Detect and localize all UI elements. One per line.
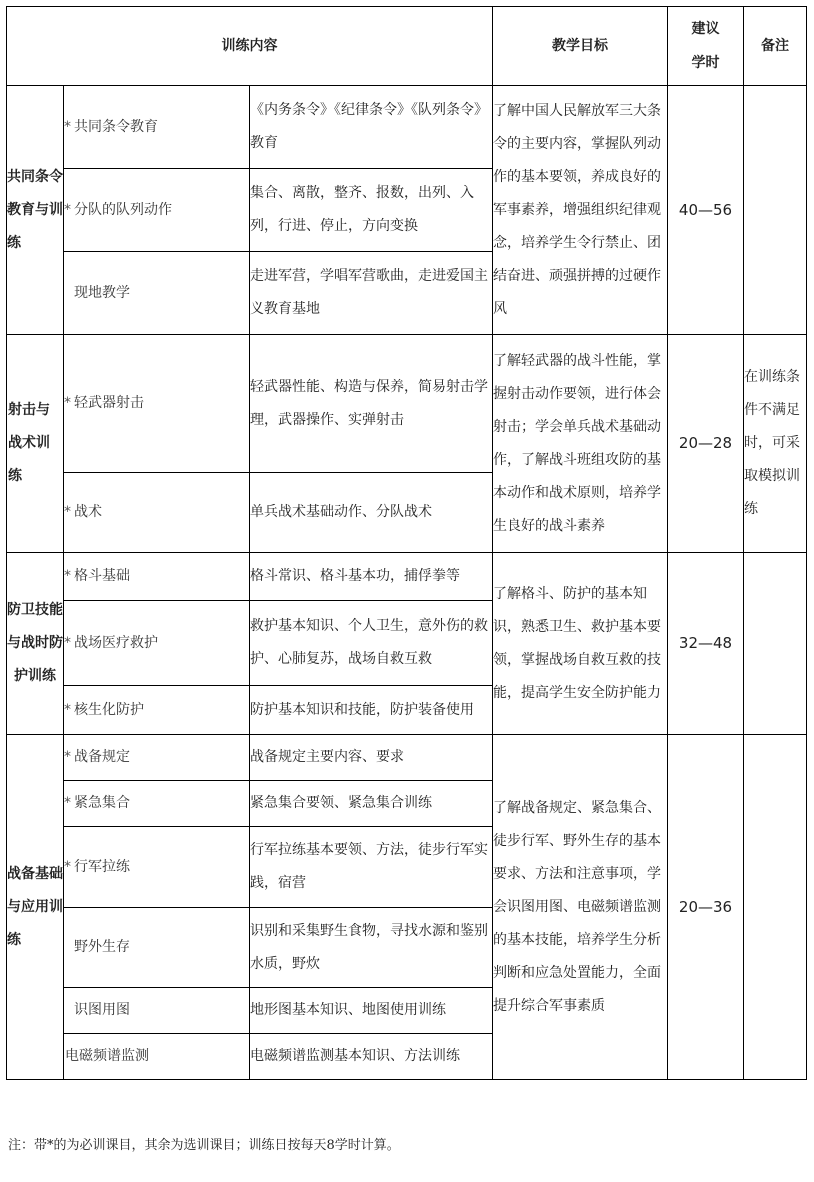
training-plan-table <box>6 6 807 1080</box>
goal-cell: 了解中国人民解放军三大条令的主要内容，掌握队列动作的基本要领，养成良好的军事素养，增强组织纪律观念，培养学生令行禁止、团结奋进、顽强拼搏的过硬作风 <box>493 86 668 335</box>
header-row <box>7 7 807 86</box>
header-goal: 教学目标 <box>493 7 668 86</box>
required-marker: * <box>64 701 71 718</box>
subject-cell <box>64 553 250 601</box>
content-cell: 走进军营，学唱军营歌曲，走进爱国主义教育基地 <box>250 252 493 335</box>
subject-cell <box>64 686 250 735</box>
subject-cell <box>64 781 250 827</box>
required-marker: * <box>64 634 71 651</box>
goal-cell: 了解格斗、防护的基本知识，熟悉卫生、救护基本要领，掌握战场自救互救的技能，提高学生安全防护能力 <box>493 553 668 735</box>
hours-cell: 20—28 <box>668 335 744 553</box>
subject-name: 电磁频谱监测 <box>65 1048 149 1064</box>
subject-name: 野外生存 <box>74 939 130 955</box>
required-marker: * <box>64 504 71 520</box>
content-cell: 地形图基本知识、地图使用训练 <box>250 988 493 1034</box>
subject-name: 战场医疗救护 <box>74 634 158 651</box>
subject-cell <box>64 1034 250 1080</box>
required-marker: * <box>64 749 71 765</box>
content-cell: 战备规定主要内容、要求 <box>250 735 493 781</box>
category-cell: 战备基础与应用训练 <box>7 735 64 1080</box>
goal-cell: 了解轻武器的战斗性能，掌握射击动作要领，进行体会射击；学会单兵战术基础动作，了解战斗班组攻防的基本动作和战术原则，培养学生良好的战斗素养 <box>493 335 668 553</box>
content-cell: 防护基本知识和技能，防护装备使用 <box>250 686 493 735</box>
content-cell: 识别和采集野生食物，寻找水源和鉴别水质，野炊 <box>250 908 493 988</box>
category-cell: 共同条令教育与训练 <box>7 86 64 335</box>
subject-cell <box>64 169 250 252</box>
footer-note: 注：带*的为必训课目，其余为选训课目；训练日按每天8学时计算。 <box>8 1138 400 1153</box>
subject-cell <box>64 908 250 988</box>
required-marker: * <box>64 201 71 218</box>
category-cell: 防卫技能与战时防护训练 <box>7 553 64 735</box>
header-hours <box>668 7 744 86</box>
subject-cell <box>64 252 250 335</box>
subject-cell <box>64 473 250 553</box>
table-row <box>7 553 807 601</box>
subject-name: 识图用图 <box>74 1002 130 1018</box>
header-hours-line1: 建议 <box>691 21 720 37</box>
header-content: 训练内容 <box>7 7 493 86</box>
remark-cell <box>744 553 807 735</box>
subject-name: 分队的队列动作 <box>74 201 172 218</box>
goal-cell: 了解战备规定、紧急集合、徒步行军、野外生存的基本要求、方法和注意事项，学会识图用图、电磁频谱监测的基本技能，培养学生分析判断和应急处置能力，全面提升综合军事素质 <box>493 735 668 1080</box>
table-row <box>7 86 807 169</box>
required-marker: * <box>64 858 71 875</box>
subject-name: 战术 <box>74 504 102 520</box>
content-cell: 电磁频谱监测基本知识、方法训练 <box>250 1034 493 1080</box>
subject-name: 核生化防护 <box>74 701 144 718</box>
content-cell: 紧急集合要领、紧急集合训练 <box>250 781 493 827</box>
subject-name: 行军拉练 <box>74 858 130 875</box>
category-cell: 射击与战术训练 <box>7 335 64 553</box>
remark-cell: 在训练条件不满足时，可采取模拟训练 <box>744 335 807 553</box>
required-marker: * <box>64 795 71 811</box>
content-cell: 格斗常识、格斗基本功，捕俘拳等 <box>250 553 493 601</box>
subject-cell <box>64 988 250 1034</box>
remark-cell <box>744 735 807 1080</box>
required-marker: * <box>64 395 71 411</box>
required-marker: * <box>64 568 71 584</box>
subject-name: 轻武器射击 <box>74 395 144 411</box>
subject-cell <box>64 827 250 908</box>
subject-cell <box>64 335 250 473</box>
table-row <box>7 335 807 473</box>
subject-name: 现地教学 <box>74 284 130 301</box>
content-cell: 救护基本知识、个人卫生，意外伤的救护、心肺复苏，战场自救互救 <box>250 601 493 686</box>
content-cell: 行军拉练基本要领、方法，徒步行军实践，宿营 <box>250 827 493 908</box>
subject-name: 战备规定 <box>74 749 130 765</box>
hours-cell: 40—56 <box>668 86 744 335</box>
hours-cell: 20—36 <box>668 735 744 1080</box>
header-remark: 备注 <box>744 7 807 86</box>
subject-cell <box>64 735 250 781</box>
remark-cell <box>744 86 807 335</box>
header-hours-line2: 学时 <box>691 55 720 71</box>
subject-name: 格斗基础 <box>74 568 130 584</box>
content-cell: 《内务条令》《纪律条令》《队列条令》教育 <box>250 86 493 169</box>
content-cell: 集合、离散，整齐、报数，出列、入列，行进、停止，方向变换 <box>250 169 493 252</box>
required-marker: * <box>64 118 71 135</box>
content-cell: 轻武器性能、构造与保养，简易射击学理，武器操作、实弹射击 <box>250 335 493 473</box>
subject-cell <box>64 86 250 169</box>
subject-name: 紧急集合 <box>74 795 130 811</box>
table-row <box>7 735 807 781</box>
subject-name: 共同条令教育 <box>74 118 158 135</box>
hours-cell: 32—48 <box>668 553 744 735</box>
content-cell: 单兵战术基础动作、分队战术 <box>250 473 493 553</box>
subject-cell <box>64 601 250 686</box>
